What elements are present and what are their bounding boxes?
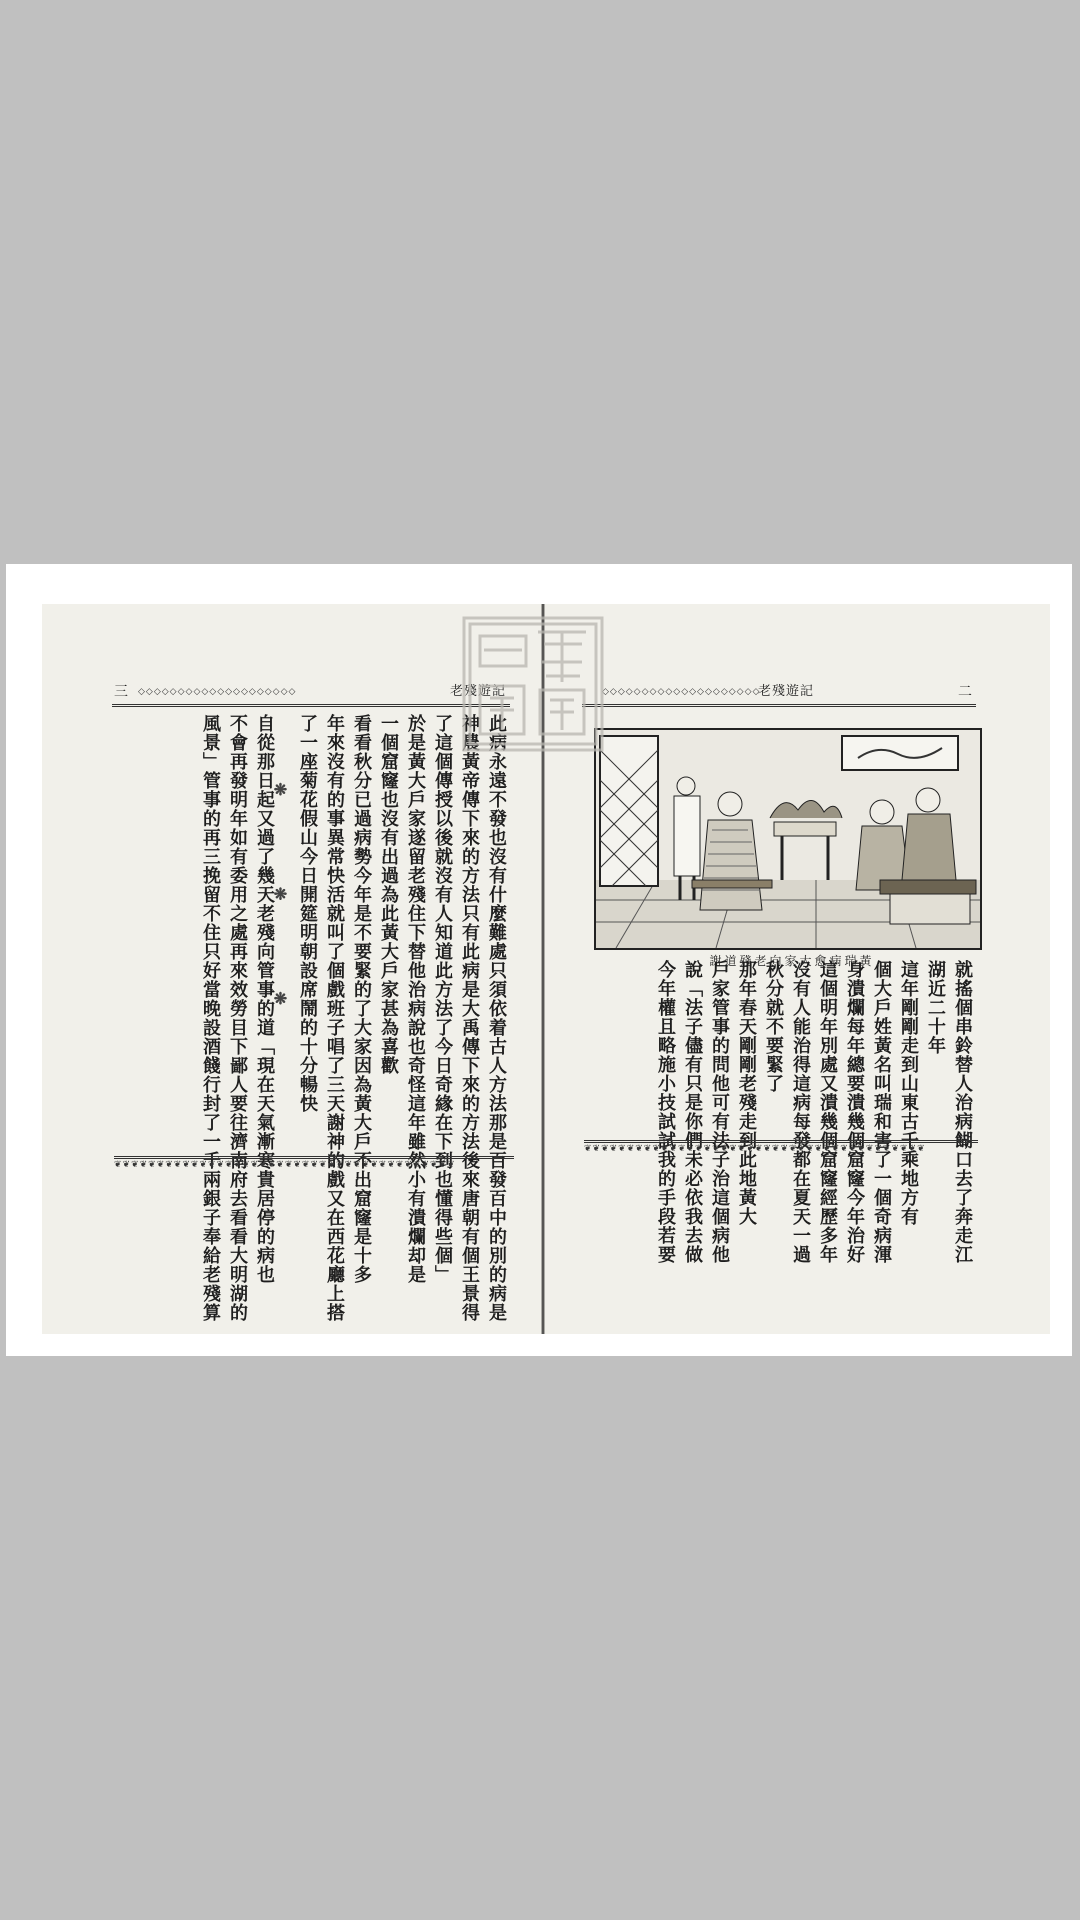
text-column: 了這個傳授以後就沒有人知道此方法了今日奇緣在下到也懂得些個」: [432, 714, 453, 1284]
page-header: [582, 682, 976, 707]
page-number: 三: [114, 684, 128, 700]
running-title: 老殘遊記: [758, 684, 815, 699]
header-ornament: ◇◇◇◇◇◇◇◇◇◇◇◇◇◇◇◇◇◇◇◇: [602, 687, 761, 697]
page-number: 二: [958, 684, 972, 700]
footer-ornament-rule: ❦❦❦❦❦❦❦❦❦❦❦❦❦❦❦❦❦❦❦❦❦❦❦❦❦❦❦❦❦❦❦❦❦❦❦❦❦❦❦❦: [114, 1156, 514, 1171]
text-column: 年來沒有的事異常快活就叫了個戲班子唱了三天謝神的戲又在西花廳上搭: [324, 714, 345, 1322]
book-spread: [42, 604, 1050, 1334]
text-column: 一個窟窿也沒有出過為此黃大戶家甚為喜歡: [378, 714, 399, 1075]
text-column: 看看秋分已過病勢今年是不要緊的了大家因為黃大戶不出窟窿是十多: [351, 714, 372, 1284]
page-right: [546, 604, 1050, 1334]
text-column: 自從那日起又過了幾天老殘向管事的道「現在天氣漸寒貴居停的病也: [254, 714, 275, 1284]
text-column: 說「法子儘有只是你們未必依我去做: [682, 960, 703, 1264]
text-column: 個大戶姓黃名叫瑞和害了一個奇病渾: [871, 960, 892, 1264]
running-title: 老殘遊記: [449, 684, 506, 699]
text-column: 不會再發明年如有委用之處再來效勞目下鄙人要往濟南府去看看大明湖的: [227, 714, 248, 1322]
illustration-drawing: [596, 730, 980, 948]
text-column: 秋分就不要緊了: [763, 960, 784, 1093]
woodcut-illustration: [594, 728, 982, 950]
text-column: 於是黃大戶家遂留老殘住下替他治病說也奇怪這年雖然小有潰爛却是: [405, 714, 426, 1284]
text-column: 這個明年別處又潰幾個窟窿經歷多年: [817, 960, 838, 1264]
illustration-caption: 謝道殘老向家大愈病瑞黃: [709, 954, 875, 968]
text-column: 了一座菊花假山今日開筵明朝設席鬧的十分暢快: [297, 714, 318, 1113]
text-column: 就搖個串鈴替人治病餬口去了奔走江: [952, 960, 973, 1264]
text-column: 風景」管事的再三挽留不住只好當晚設酒餞行封了一千兩銀子奉給老殘算: [200, 714, 221, 1322]
footer-ornament-rule: ❦❦❦❦❦❦❦❦❦❦❦❦❦❦❦❦❦❦❦❦❦❦❦❦❦❦❦❦❦❦❦❦❦❦❦❦❦❦❦❦: [584, 1140, 978, 1155]
text-column: 湖近二十年: [925, 960, 946, 1055]
text-columns: [112, 714, 510, 1322]
page-header: [112, 682, 510, 707]
header-ornament: ◇◇◇◇◇◇◇◇◇◇◇◇◇◇◇◇◇◇◇◇: [138, 687, 297, 697]
text-column: 此病永遠不發也沒有什麼難處只須依着古人方法那是百發百中的別的病是: [486, 714, 507, 1322]
text-column: 身潰爛每年總要潰幾個窟窿今年治好: [844, 960, 865, 1264]
text-columns: [586, 960, 976, 1310]
scan-viewer: [6, 564, 1072, 1356]
library-seal-stamp: [460, 614, 606, 754]
section-separator: ❋ ❋ ❋: [271, 779, 290, 1049]
text-column: 今年權且略施小技試試我的手段若要: [655, 960, 676, 1264]
text-column: 這年剛剛走到山東古千乘地方有: [898, 960, 919, 1226]
text-column: 沒有人能治得這病每發都在夏天一過: [790, 960, 811, 1264]
text-column: 戶家管事的問他可有法子治這個病他: [709, 960, 730, 1264]
text-column: 那年春天剛剛老殘走到此地黃大: [736, 960, 757, 1226]
text-column: 神農黃帝傳下來的方法只有此病是大禹傳下來的方法後來唐朝有個王景得: [459, 714, 480, 1322]
